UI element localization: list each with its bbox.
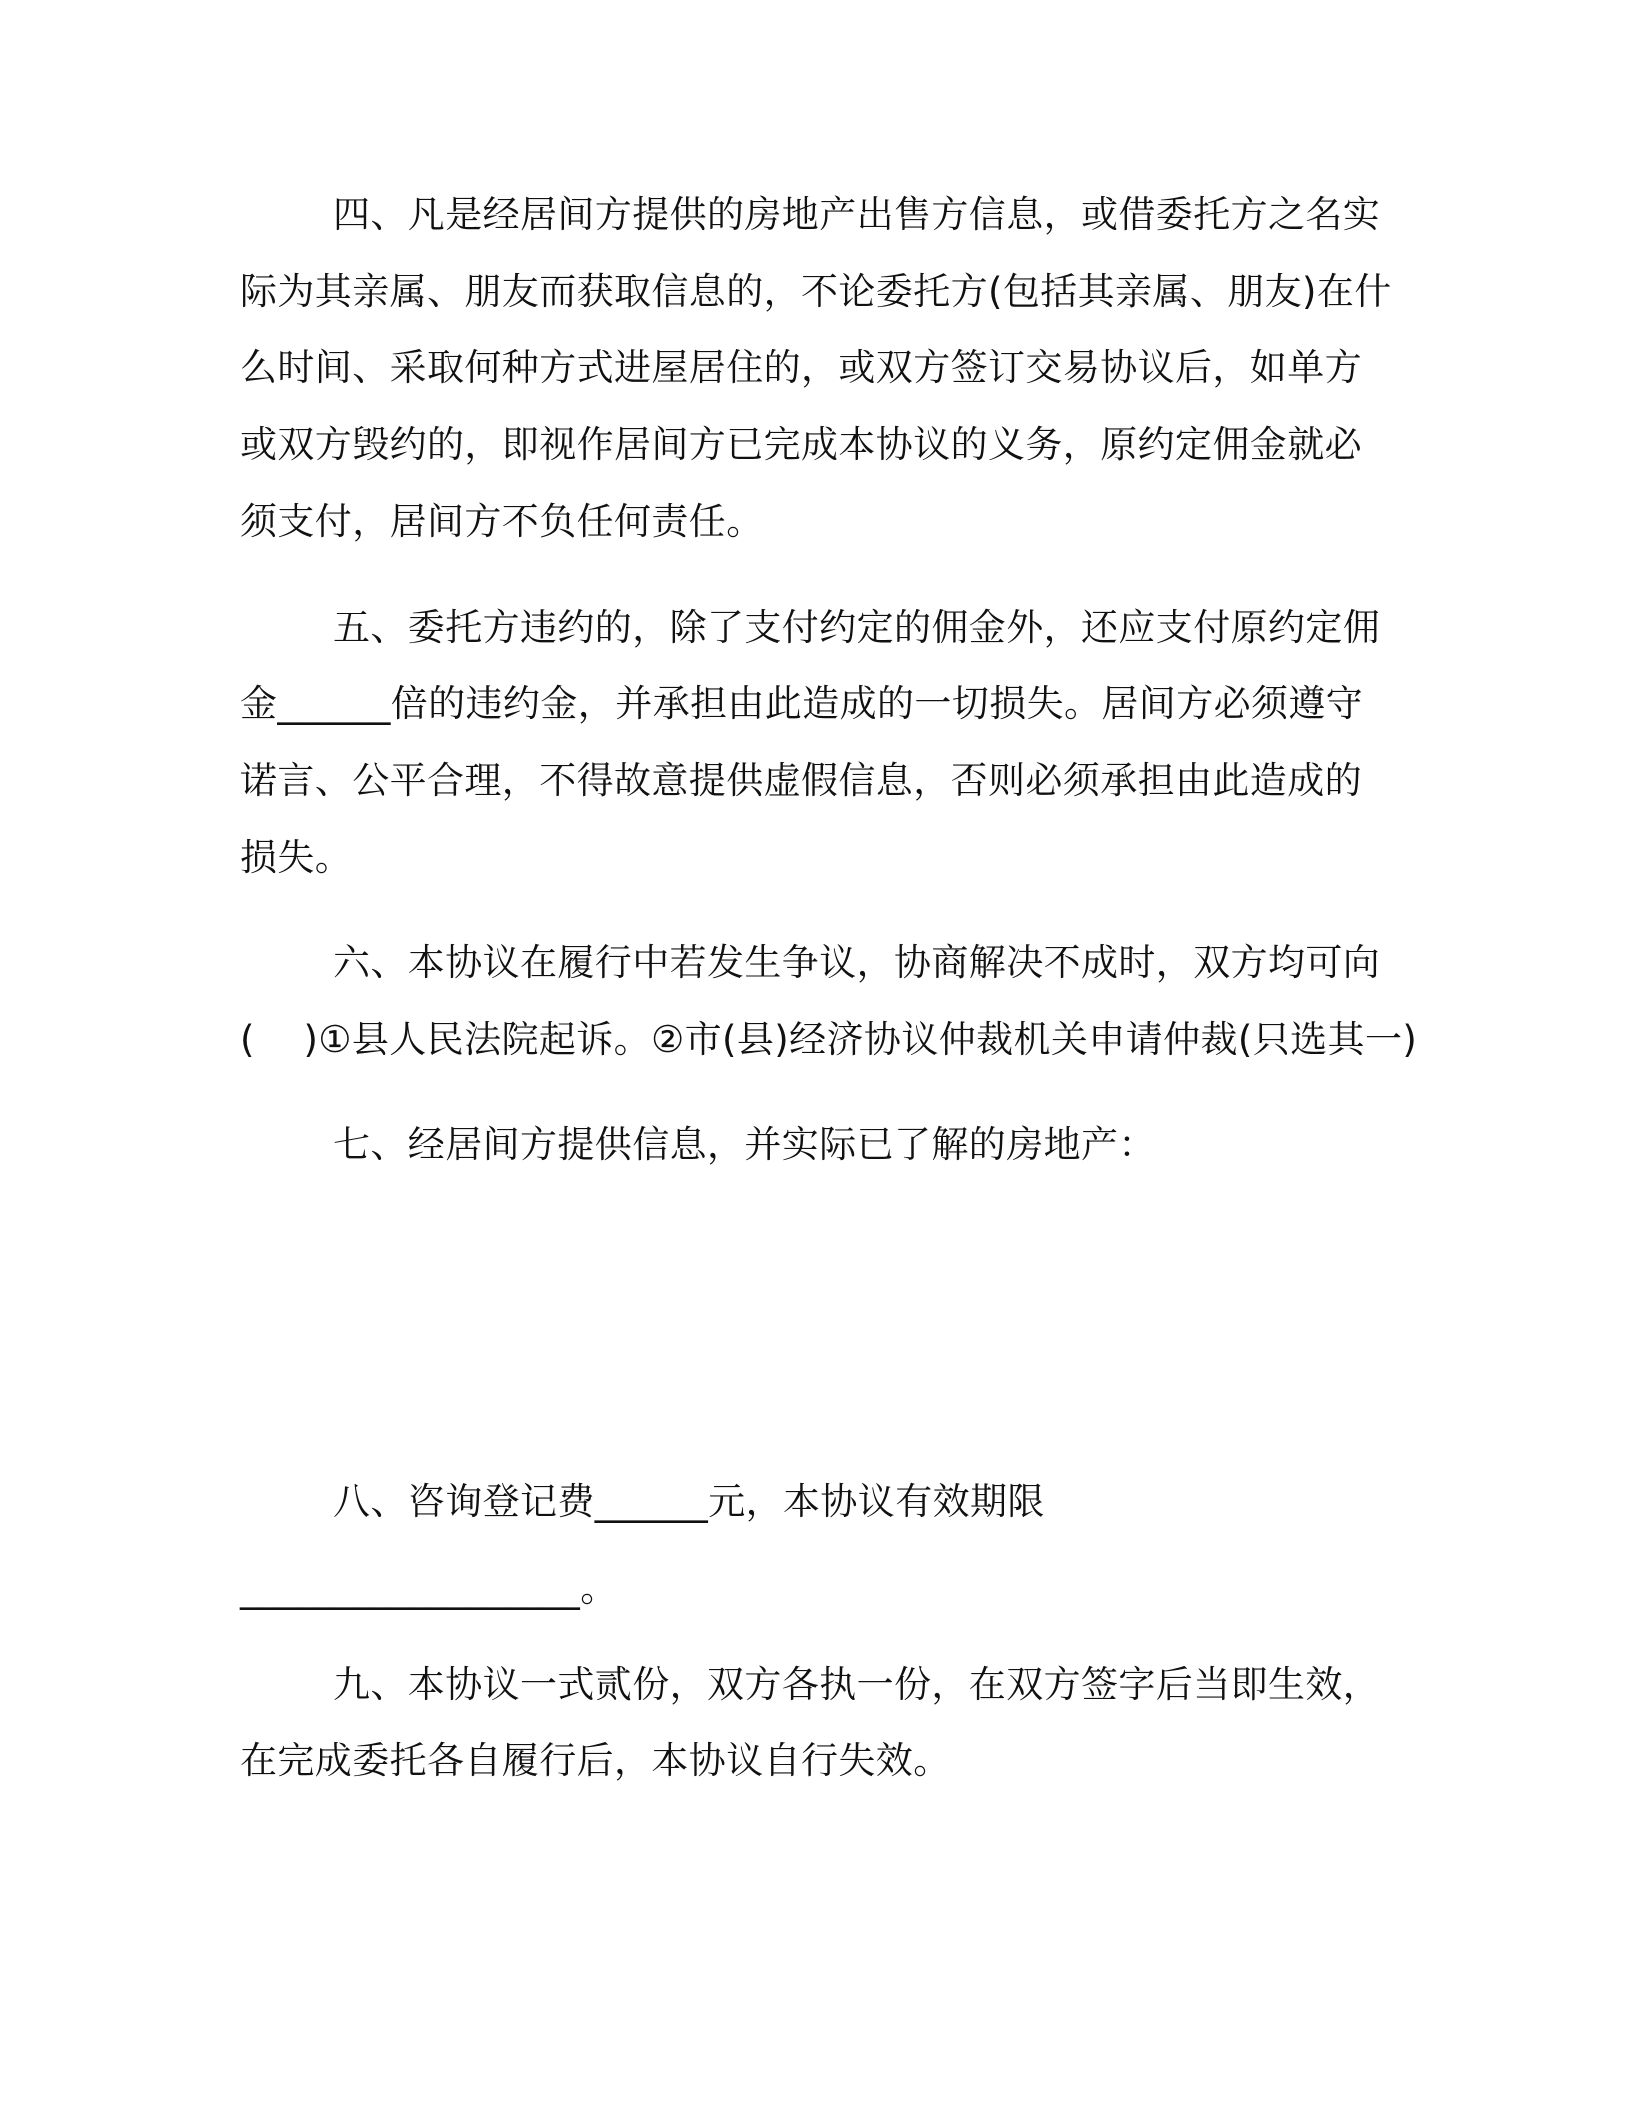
clause-8-line-2: __________________。	[240, 1567, 618, 1610]
clause-5-line-4: 损失。	[240, 836, 353, 879]
clause-4-line-2: 际为其亲属、朋友而获取信息的，不论委托方(包括其亲属、朋友)在什	[240, 270, 1392, 313]
clause-6-line-2: ( )①县人民法院起诉。②市(县)经济协议仲裁机关申请仲裁(只选其一)	[240, 1018, 1418, 1061]
clause-6-line-1: 六、本协议在履行中若发生争议，协商解决不成时，双方均可向	[333, 941, 1381, 984]
clause-9-line-2: 在完成委托各自履行后，本协议自行失效。	[240, 1739, 951, 1782]
clause-4-line-5: 须支付，居间方不负任何责任。	[240, 500, 764, 543]
clause-4-line-1: 四、凡是经居间方提供的房地产出售方信息，或借委托方之名实	[333, 193, 1381, 236]
clause-5-line-1: 五、委托方违约的，除了支付约定的佣金外，还应支付原约定佣	[333, 606, 1381, 649]
clause-8-line-1: 八、咨询登记费______元，本协议有效期限	[333, 1480, 1045, 1523]
clause-7-line-1: 七、经居间方提供信息，并实际已了解的房地产：	[333, 1123, 1156, 1166]
clause-5-line-2: 金______倍的违约金，并承担由此造成的一切损失。居间方必须遵守	[240, 682, 1364, 725]
clause-4-line-3: 么时间、采取何种方式进屋居住的，或双方签订交易协议后，如单方	[240, 346, 1362, 389]
clause-9-line-1: 九、本协议一式贰份，双方各执一份，在双方签字后当即生效，	[333, 1663, 1381, 1706]
clause-4-line-4: 或双方毁约的，即视作居间方已完成本协议的义务，原约定佣金就必	[240, 423, 1362, 466]
clause-5-line-3: 诺言、公平合理，不得故意提供虚假信息，否则必须承担由此造成的	[240, 759, 1362, 802]
